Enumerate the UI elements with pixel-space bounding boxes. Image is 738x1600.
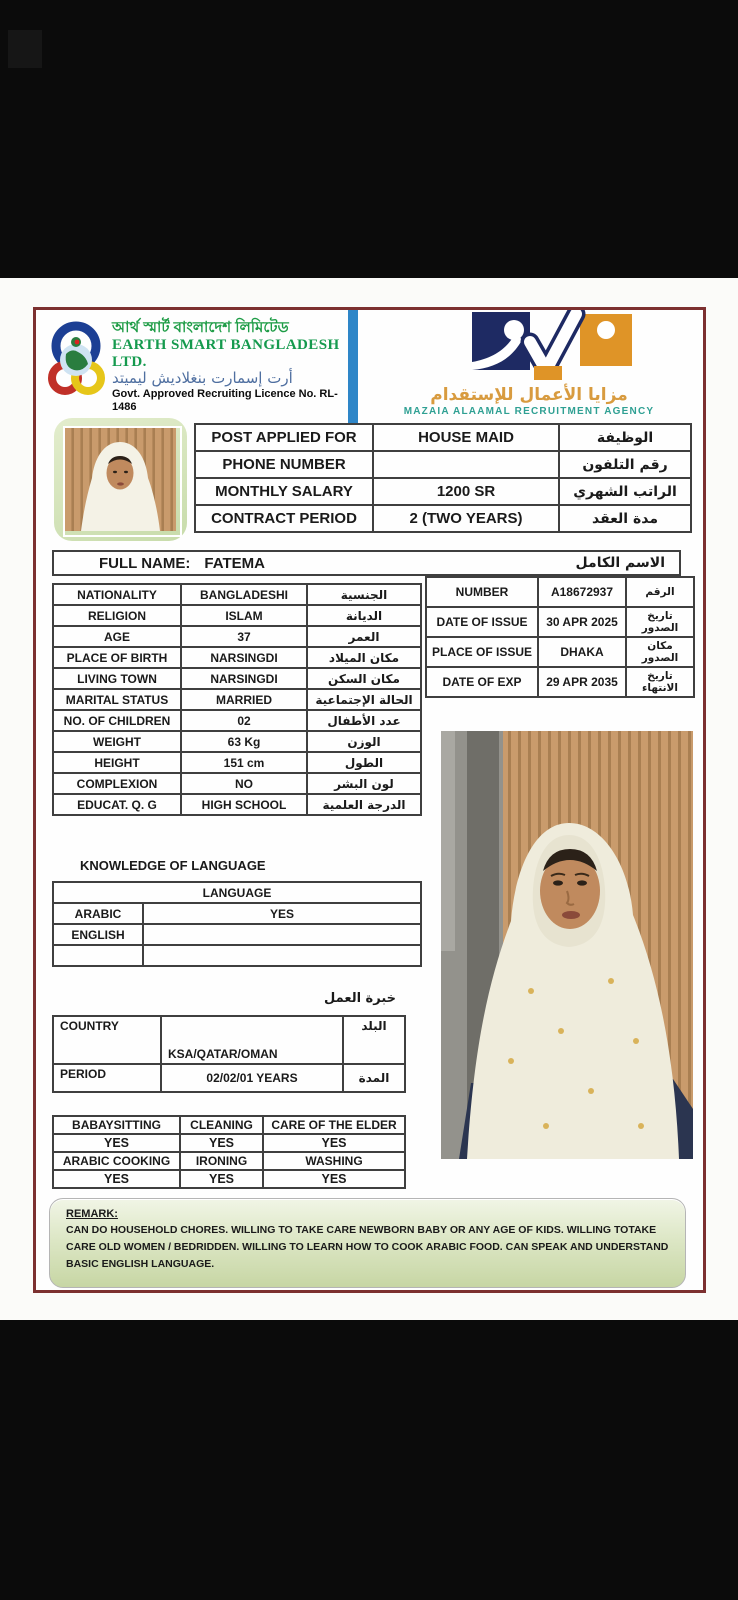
bio-row [53,689,421,710]
passport-arabic: الرقم [626,577,694,607]
passport-row [426,577,694,607]
globe-logo-icon [46,318,106,413]
bio-label: PLACE OF BIRTH [53,647,181,668]
language-row [53,903,421,924]
bio-label: HEIGHT [53,752,181,773]
bio-value: ISLAM [181,605,307,626]
full-name-row [52,550,681,576]
company-licence-text: Govt. Approved Recruiting Licence No. RL-1486 [112,388,338,413]
bio-table [52,583,422,816]
bio-row [53,731,421,752]
experience-period-row [53,1064,405,1092]
full-name-label: FULL NAME: [99,554,191,572]
skills-cell: WASHING [263,1152,405,1170]
passport-value: 30 APR 2025 [538,607,626,637]
skills-cell: YES [180,1134,263,1152]
screen-corner-artifact [8,30,42,68]
passport-row [426,637,694,667]
application-label: MONTHLY SALARY [195,478,373,505]
remark-label: REMARK: [66,1208,118,1220]
application-arabic: الراتب الشهري [559,478,691,505]
bio-value: 63 Kg [181,731,307,752]
skills-cell: YES [180,1170,263,1188]
application-value: 2 (TWO YEARS) [373,505,559,532]
company-name-bengali: আর্থ স্মার্ট বাংলাদেশ লিমিটেড [112,319,289,336]
language-name: ENGLISH [53,924,143,945]
full-name-value: FATEMA [204,554,265,572]
experience-country-arabic: البلد [343,1016,405,1064]
bio-value: NARSINGDI [181,668,307,689]
bio-arabic: الوزن [307,731,421,752]
passport-label: NUMBER [426,577,538,607]
skills-cell: YES [263,1134,405,1152]
bio-row [53,647,421,668]
bio-row [53,668,421,689]
language-name [53,945,143,966]
skills-row [53,1134,405,1152]
application-value: 1200 SR [373,478,559,505]
application-label: PHONE NUMBER [195,451,373,478]
language-row [53,945,421,966]
bio-label: COMPLEXION [53,773,181,794]
language-header: LANGUAGE [53,882,421,903]
experience-period-value: 02/02/01 YEARS [161,1064,343,1092]
application-value: HOUSE MAID [373,424,559,451]
skills-cell: IRONING [180,1152,263,1170]
bio-row [53,773,421,794]
experience-country-row [53,1016,405,1064]
company-name-english: EARTH SMART BANGLADESH LTD. [112,336,340,370]
passport-label: DATE OF EXP [426,667,538,697]
bio-value: MARRIED [181,689,307,710]
language-section-heading: KNOWLEDGE OF LANGUAGE [80,858,266,873]
bio-row [53,584,421,605]
skills-cell: CARE OF THE ELDER [263,1116,405,1134]
bio-value: BANGLADESHI [181,584,307,605]
skills-cell: YES [263,1170,405,1188]
bio-arabic: مكان السكن [307,668,421,689]
bio-label: RELIGION [53,605,181,626]
passport-arabic: مكان الصدور [626,637,694,667]
document-page [0,278,738,1320]
bio-arabic: الديانة [307,605,421,626]
bio-arabic: الجنسية [307,584,421,605]
application-row [195,424,691,451]
bio-value: 02 [181,710,307,731]
bio-row [53,794,421,815]
remark-text: CAN DO HOUSEHOLD CHORES. WILLING TO TAKE CARE NEWBORN BABY OR ANY AGE OF KIDS. WILLING TOTAKE CARE OLD WOMEN / BEDRIDDEN. WILLING TO LEARN HOW TO COOK ARABIC FOOD. CAN SPEAK AND UNDERSTAND BASIC ENGLISH LANGUAGE. [66,1224,669,1270]
experience-table [52,1015,406,1093]
application-label: POST APPLIED FOR [195,424,373,451]
agency-name-arabic: مزايا الأعمال للإستقدام [430,385,628,405]
passport-value: 29 APR 2035 [538,667,626,697]
passport-label: DATE OF ISSUE [426,607,538,637]
passport-value: A18672937 [538,577,626,607]
application-arabic: رقم التلفون [559,451,691,478]
experience-country-label: COUNTRY [53,1016,161,1064]
passport-row [426,667,694,697]
agency-name-english: MAZAIA ALAAMAL RECRUITMENT AGENCY [403,406,655,417]
bio-label: EDUCAT. Q. G [53,794,181,815]
skills-row [53,1116,405,1134]
bio-label: AGE [53,626,181,647]
bio-arabic: عدد الأطفال [307,710,421,731]
bio-arabic: الطول [307,752,421,773]
skills-cell: BABAYSITTING [53,1116,180,1134]
passport-label: PLACE OF ISSUE [426,637,538,667]
skills-row [53,1152,405,1170]
skills-row [53,1170,405,1188]
bio-row [53,626,421,647]
full-name-arabic: الاسم الكامل [575,555,665,571]
skills-cell: CLEANING [180,1116,263,1134]
bio-label: NATIONALITY [53,584,181,605]
bio-value: HIGH SCHOOL [181,794,307,815]
language-header-row [53,882,421,903]
bio-value: 151 cm [181,752,307,773]
bio-row [53,605,421,626]
passport-arabic: تاريخ الانتهاء [626,667,694,697]
skills-cell: ARABIC COOKING [53,1152,180,1170]
bio-value: NO [181,773,307,794]
language-row [53,924,421,945]
experience-country-value: KSA/QATAR/OMAN [161,1016,343,1064]
bio-value: NARSINGDI [181,647,307,668]
applicant-photo-small [63,426,182,537]
bio-row [53,752,421,773]
passport-table [425,576,695,698]
company-name-arabic: أرت إسمارت بنغلاديش ليميتد [112,369,293,388]
document-frame [33,307,706,1293]
bio-label: MARITAL STATUS [53,689,181,710]
language-level: YES [143,903,421,924]
application-row [195,451,691,478]
language-table [52,881,422,967]
language-level [143,945,421,966]
application-value [373,451,559,478]
skills-table [52,1115,406,1189]
company-logo-block [46,318,346,413]
bio-arabic: العمر [307,626,421,647]
bio-arabic: الدرجة العلمية [307,794,421,815]
header-divider-bar [348,310,358,423]
bio-row [53,710,421,731]
application-table [194,423,692,533]
applicant-photo-large [441,731,693,1159]
experience-period-arabic: المدة [343,1064,405,1092]
language-level [143,924,421,945]
application-row [195,505,691,532]
passport-value: DHAKA [538,637,626,667]
application-label: CONTRACT PERIOD [195,505,373,532]
application-row [195,478,691,505]
agency-logo-icon [414,310,644,382]
bio-arabic: الحالة الإجتماعية [307,689,421,710]
application-arabic: مدة العقد [559,505,691,532]
bio-arabic: لون البشر [307,773,421,794]
applicant-photo-small-frame [54,418,187,541]
passport-row [426,607,694,637]
bio-label: NO. OF CHILDREN [53,710,181,731]
bio-label: WEIGHT [53,731,181,752]
skills-cell: YES [53,1170,180,1188]
application-arabic: الوظيفة [559,424,691,451]
skills-cell: YES [53,1134,180,1152]
passport-arabic: تاريخ الصدور [626,607,694,637]
language-name: ARABIC [53,903,143,924]
bio-value: 37 [181,626,307,647]
experience-period-label: PERIOD [53,1064,161,1092]
bio-label: LIVING TOWN [53,668,181,689]
bio-arabic: مكان الميلاد [307,647,421,668]
remark-box [49,1198,686,1288]
experience-section-heading: خبرة العمل [324,991,396,1006]
agency-logo-block [366,310,692,422]
